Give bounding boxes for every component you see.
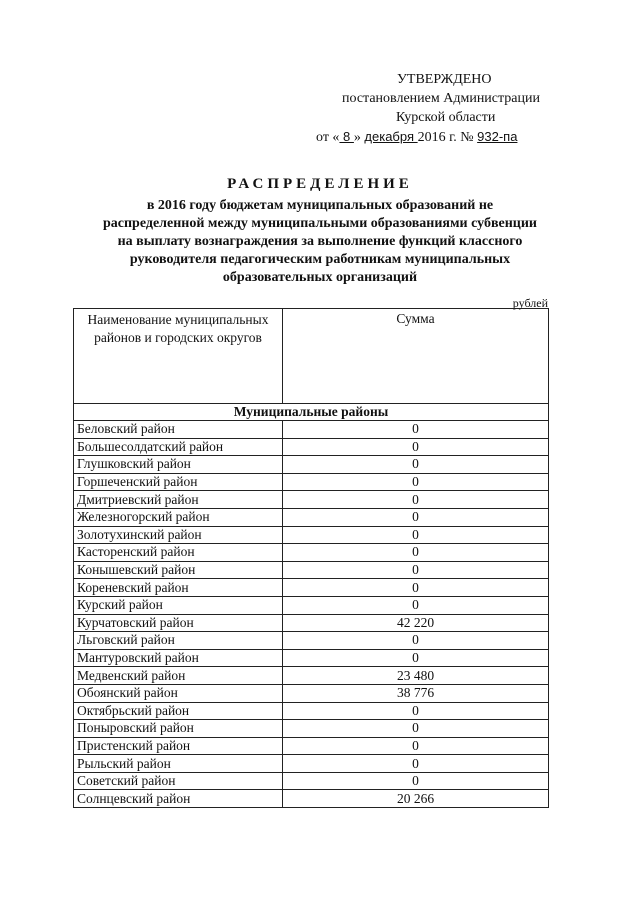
district-sum: 20 266 xyxy=(283,790,549,808)
header-sum: Сумма xyxy=(283,309,549,404)
district-name: Железногорский район xyxy=(74,508,283,526)
table-row xyxy=(74,649,549,667)
district-sum: 0 xyxy=(283,649,549,667)
approval-line-region: Курской области xyxy=(396,110,496,125)
table-row xyxy=(74,508,549,526)
district-sum: 42 220 xyxy=(283,614,549,632)
unit-label: рублей xyxy=(512,296,548,310)
district-name: Золотухинский район xyxy=(74,526,283,544)
header-name: Наименование муниципальных районов и городских округов xyxy=(74,309,283,404)
date-prefix: от « xyxy=(316,130,340,145)
district-name: Рыльский район xyxy=(74,755,283,773)
district-sum: 0 xyxy=(283,596,549,614)
table-row xyxy=(74,579,549,597)
district-name: Курчатовский район xyxy=(74,614,283,632)
district-name: Конышевский район xyxy=(74,561,283,579)
district-sum: 0 xyxy=(283,720,549,738)
table-row xyxy=(74,526,549,544)
district-sum: 38 776 xyxy=(283,684,549,702)
table-row xyxy=(74,544,549,562)
district-name: Обоянский район xyxy=(74,684,283,702)
table-row xyxy=(74,456,549,474)
table-row xyxy=(74,421,549,439)
table-row xyxy=(74,438,549,456)
approval-line-decree: постановлением Администрации xyxy=(342,91,540,106)
table-row xyxy=(74,491,549,509)
district-sum: 0 xyxy=(283,508,549,526)
table-row xyxy=(74,632,549,650)
title-line: на выплату вознаграждения за выполнение функций классного xyxy=(117,234,523,249)
district-sum: 0 xyxy=(283,579,549,597)
section-title: Муниципальные районы xyxy=(74,404,549,421)
district-name: Солнцевский район xyxy=(74,790,283,808)
district-sum: 0 xyxy=(283,561,549,579)
approval-date-line xyxy=(316,127,600,147)
title-line: распределенной между муниципальными образованиями субвенции xyxy=(102,216,537,231)
district-name: Кореневский район xyxy=(74,579,283,597)
section-row xyxy=(74,404,549,421)
table-row xyxy=(74,737,549,755)
district-name: Советский район xyxy=(74,772,283,790)
table-row xyxy=(74,561,549,579)
district-sum: 0 xyxy=(283,491,549,509)
district-name: Медвенский район xyxy=(74,667,283,685)
district-sum: 0 xyxy=(283,737,549,755)
district-name: Октябрьский район xyxy=(74,702,283,720)
district-name: Большесолдатский район xyxy=(74,438,283,456)
district-name: Курский район xyxy=(74,596,283,614)
date-day: 8 xyxy=(339,129,354,144)
district-name: Глушковский район xyxy=(74,456,283,474)
distribution-table xyxy=(73,308,549,808)
district-sum: 0 xyxy=(283,456,549,474)
district-sum: 0 xyxy=(283,702,549,720)
document-title xyxy=(60,176,580,287)
table-row xyxy=(74,790,549,808)
table-row xyxy=(74,667,549,685)
table-row xyxy=(74,720,549,738)
district-name: Мантуровский район xyxy=(74,649,283,667)
district-name: Касторенский район xyxy=(74,544,283,562)
table-header-row xyxy=(74,309,549,404)
date-year: 2016 г. № xyxy=(417,130,478,145)
decree-number: 932-па xyxy=(477,129,518,144)
district-sum: 23 480 xyxy=(283,667,549,685)
title-heading: РАСПРЕДЕЛЕНИЕ xyxy=(227,176,413,192)
district-sum: 0 xyxy=(283,772,549,790)
approval-block xyxy=(300,70,600,147)
district-sum: 0 xyxy=(283,544,549,562)
table-row xyxy=(74,702,549,720)
title-line: руководителя педагогическим работникам муниципальных xyxy=(129,252,511,267)
table-row xyxy=(74,596,549,614)
date-month: декабря xyxy=(364,129,418,144)
approval-heading: УТВЕРЖДЕНО xyxy=(397,72,492,87)
district-name: Поныровский район xyxy=(74,720,283,738)
district-sum: 0 xyxy=(283,438,549,456)
table-row xyxy=(74,684,549,702)
district-name: Дмитриевский район xyxy=(74,491,283,509)
district-name: Беловский район xyxy=(74,421,283,439)
district-sum: 0 xyxy=(283,755,549,773)
district-sum: 0 xyxy=(283,421,549,439)
table-row xyxy=(74,614,549,632)
district-sum: 0 xyxy=(283,473,549,491)
district-name: Пристенский район xyxy=(74,737,283,755)
table-row xyxy=(74,755,549,773)
title-line: образовательных организаций xyxy=(222,270,418,285)
district-name: Горшеченский район xyxy=(74,473,283,491)
district-sum: 0 xyxy=(283,632,549,650)
date-mid: » xyxy=(353,130,365,145)
table-row xyxy=(74,772,549,790)
district-name: Льговский район xyxy=(74,632,283,650)
title-line: в 2016 году бюджетам муниципальных образований не xyxy=(146,198,494,213)
district-sum: 0 xyxy=(283,526,549,544)
table-row xyxy=(74,473,549,491)
